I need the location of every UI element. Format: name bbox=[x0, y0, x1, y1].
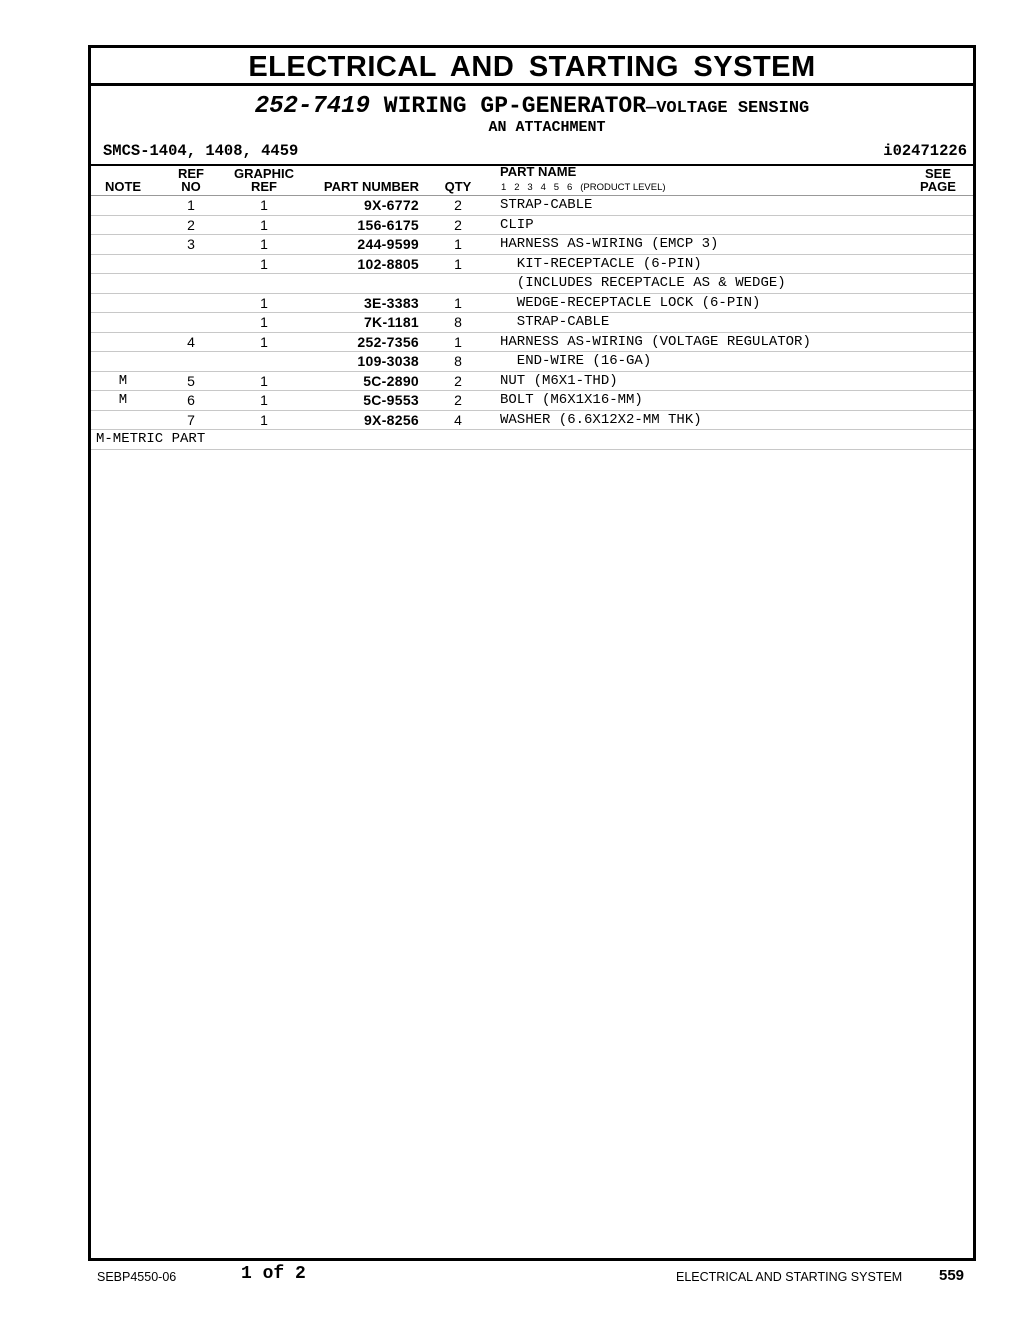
footer-system-name: ELECTRICAL AND STARTING SYSTEM bbox=[676, 1270, 903, 1284]
graphic-ref-cell: 1 bbox=[260, 236, 268, 252]
part-number-cell: 5C-9553 bbox=[363, 392, 419, 408]
footnote-row bbox=[91, 430, 973, 450]
footer-page-number: 559 bbox=[939, 1267, 965, 1284]
part-number-cell: 244-9599 bbox=[357, 236, 419, 252]
part-number-cell: 156-6175 bbox=[357, 216, 419, 233]
table-row bbox=[91, 352, 973, 372]
part-name-cell: NUT (M6X1-THD) bbox=[500, 372, 618, 389]
ref-no-cell: 4 bbox=[187, 333, 195, 350]
header-ref-no-2: NO bbox=[181, 179, 201, 194]
table-row bbox=[91, 391, 973, 411]
table-row bbox=[91, 333, 973, 353]
graphic-ref-cell: 1 bbox=[260, 255, 268, 272]
ref-no-cell: 7 bbox=[187, 411, 195, 428]
part-name-cell: STRAP-CABLE bbox=[500, 314, 610, 330]
header-graphic-ref-1: GRAPHIC bbox=[234, 166, 294, 181]
group-name: WIRING GP-GENERATOR bbox=[369, 93, 647, 119]
table-row bbox=[91, 313, 973, 333]
qty-cell: 8 bbox=[454, 314, 462, 330]
table-row bbox=[91, 216, 973, 236]
header-note: NOTE bbox=[104, 179, 142, 194]
part-name-cell: HARNESS AS-WIRING (VOLTAGE REGULATOR) bbox=[500, 333, 811, 350]
header-qty: QTY bbox=[444, 179, 472, 194]
table-row bbox=[91, 235, 973, 255]
part-number-cell: 102-8805 bbox=[357, 255, 419, 272]
graphic-ref-cell: 1 bbox=[260, 411, 268, 428]
graphic-ref-cell: 1 bbox=[260, 333, 268, 350]
group-title bbox=[91, 94, 973, 118]
part-name-cell: WEDGE-RECEPTACLE LOCK (6-PIN) bbox=[500, 294, 761, 311]
part-name-cell: (INCLUDES RECEPTACLE AS & WEDGE) bbox=[500, 275, 786, 291]
group-subtitle: —VOLTAGE SENSING bbox=[646, 99, 810, 118]
qty-cell: 1 bbox=[454, 236, 462, 252]
part-name-cell: HARNESS AS-WIRING (EMCP 3) bbox=[500, 236, 719, 252]
qty-cell: 1 bbox=[454, 294, 462, 311]
page-footer bbox=[0, 1262, 1020, 1292]
parts-page-frame bbox=[88, 45, 976, 1261]
note-cell: M bbox=[118, 392, 128, 408]
section-title: ELECTRICAL AND STARTING SYSTEM bbox=[91, 48, 973, 86]
table-row bbox=[91, 372, 973, 392]
qty-cell: 1 bbox=[454, 333, 462, 350]
parts-table-body bbox=[91, 196, 973, 450]
part-number-cell: 7K-1181 bbox=[363, 314, 419, 330]
header-see-page-1: SEE bbox=[924, 166, 951, 181]
part-number-cell: 5C-2890 bbox=[363, 372, 419, 389]
header-see-page-2: PAGE bbox=[920, 179, 956, 194]
qty-cell: 2 bbox=[454, 216, 462, 233]
header-part-number: PART NUMBER bbox=[323, 179, 419, 194]
graphic-ref-cell: 1 bbox=[260, 314, 268, 330]
qty-cell: 4 bbox=[454, 411, 462, 428]
part-number-cell: 9X-6772 bbox=[363, 197, 419, 213]
qty-cell: 2 bbox=[454, 392, 462, 408]
header-product-level: 1 2 3 4 5 6 (PRODUCT LEVEL) bbox=[501, 182, 666, 193]
part-name-cell: STRAP-CABLE bbox=[500, 197, 593, 213]
ref-no-cell: 2 bbox=[187, 216, 195, 233]
part-name-cell: BOLT (M6X1X16-MM) bbox=[500, 392, 643, 408]
header-graphic-ref-2: REF bbox=[251, 179, 277, 194]
part-number-cell: 109-3038 bbox=[357, 353, 419, 369]
table-header bbox=[91, 166, 973, 196]
graphic-ref-cell: 1 bbox=[260, 392, 268, 408]
graphic-ref-cell: 1 bbox=[260, 372, 268, 389]
table-row bbox=[91, 294, 973, 314]
ref-no-cell: 5 bbox=[187, 372, 195, 389]
ref-no-cell: 6 bbox=[187, 392, 195, 408]
part-name-cell: CLIP bbox=[500, 216, 534, 233]
footer-page-of: 1 of 2 bbox=[241, 1264, 306, 1284]
header-ref-no-1: REF bbox=[178, 166, 204, 181]
part-name-cell: WASHER (6.6X12X2-MM THK) bbox=[500, 411, 702, 428]
table-row bbox=[91, 274, 973, 294]
qty-cell: 2 bbox=[454, 197, 462, 213]
group-number: 252-7419 bbox=[254, 93, 370, 120]
qty-cell: 2 bbox=[454, 372, 462, 389]
qty-cell: 8 bbox=[454, 353, 462, 369]
table-row bbox=[91, 255, 973, 275]
illustration-id: i02471226 bbox=[883, 142, 967, 160]
part-number-cell: 3E-3383 bbox=[363, 294, 419, 311]
part-name-cell: END-WIRE (16-GA) bbox=[500, 353, 652, 369]
smcs-row bbox=[91, 142, 973, 166]
note-cell: M bbox=[118, 372, 128, 389]
part-number-cell: 252-7356 bbox=[357, 333, 419, 350]
graphic-ref-cell: 1 bbox=[260, 197, 268, 213]
table-row bbox=[91, 411, 973, 431]
part-number-cell: 9X-8256 bbox=[363, 411, 419, 428]
metric-part-footnote: M-METRIC PART bbox=[96, 431, 206, 447]
table-row bbox=[91, 196, 973, 216]
graphic-ref-cell: 1 bbox=[260, 216, 268, 233]
part-name-cell: KIT-RECEPTACLE (6-PIN) bbox=[500, 255, 702, 272]
smcs-codes: SMCS-1404, 1408, 4459 bbox=[103, 142, 299, 160]
header-part-name: PART NAME bbox=[500, 164, 577, 179]
attachment-label: AN ATTACHMENT bbox=[488, 119, 606, 136]
graphic-ref-cell: 1 bbox=[260, 294, 268, 311]
footer-doc-id: SEBP4550-06 bbox=[97, 1270, 177, 1284]
ref-no-cell: 1 bbox=[187, 197, 195, 213]
qty-cell: 1 bbox=[454, 255, 462, 272]
ref-no-cell: 3 bbox=[187, 236, 195, 252]
